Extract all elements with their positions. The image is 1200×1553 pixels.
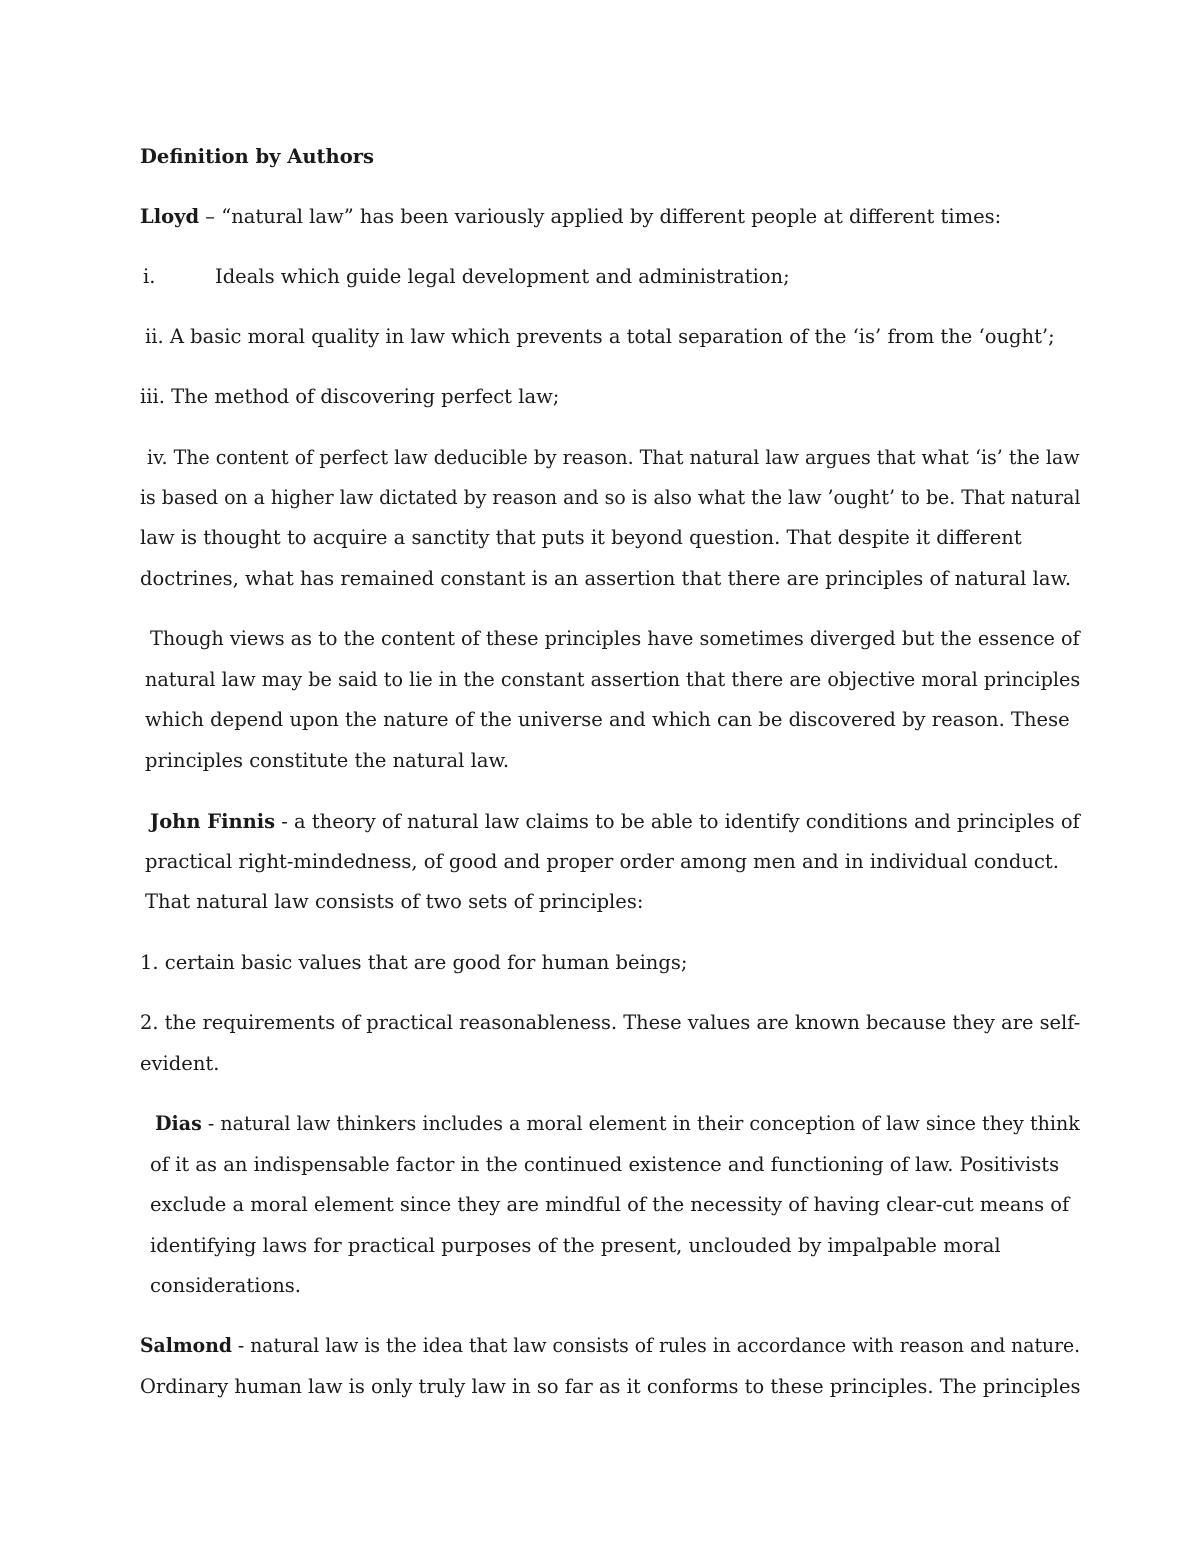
salmond-text: - natural law is the idea that law consists of rules in accordance with reason and nature. bbox=[231, 1334, 1081, 1357]
list-marker-i: i. bbox=[143, 265, 156, 288]
list-item-iv-line: is based on a higher law dictated by reason and so is also what the law ’ought’ to be. That natural bbox=[140, 486, 1081, 509]
numbered-item-2-line: evident. bbox=[140, 1052, 220, 1075]
dias-text: - natural law thinkers includes a moral element in their conception of law since they think bbox=[201, 1112, 1080, 1135]
paragraph-line: practical right-mindedness, of good and proper order among men and in individual conduct. bbox=[145, 850, 1059, 873]
paragraph-line: of it as an indispensable factor in the continued existence and functioning of law. Positivists bbox=[150, 1153, 1060, 1176]
lloyd-intro-text: – “natural law” has been variously applied by different people at different times: bbox=[199, 205, 1002, 228]
list-item-iv-line: iv. The content of perfect law deducible by reason. That natural law argues that what ‘is’ the law bbox=[147, 446, 1080, 469]
list-item-i: Ideals which guide legal development and administration; bbox=[215, 265, 790, 288]
author-name-lloyd: Lloyd bbox=[140, 205, 200, 228]
list-item-iv-line: doctrines, what has remained constant is an assertion that there are principles of natural law. bbox=[140, 567, 1072, 590]
paragraph-line: Though views as to the content of these principles have sometimes diverged but the essence of bbox=[150, 627, 1080, 650]
list-item-iv-line: law is thought to acquire a sanctity that puts it beyond question. That despite it different bbox=[140, 526, 1022, 549]
paragraph-line: considerations. bbox=[150, 1274, 302, 1297]
paragraph-line: That natural law consists of two sets of principles: bbox=[145, 890, 644, 913]
paragraph-line: Ordinary human law is only truly law in so far as it conforms to these principles. The principles bbox=[140, 1375, 1081, 1398]
numbered-item-2-line: 2. the requirements of practical reasonableness. These values are known because they are self- bbox=[140, 1011, 1081, 1034]
author-name-finnis: John Finnis bbox=[150, 810, 276, 833]
list-item-iii: iii. The method of discovering perfect law; bbox=[140, 385, 560, 408]
numbered-item-1: 1. certain basic values that are good for human beings; bbox=[140, 951, 688, 974]
paragraph-line: natural law may be said to lie in the constant assertion that there are objective moral principles bbox=[145, 668, 1081, 691]
finnis-text: - a theory of natural law claims to be able to identify conditions and principles of bbox=[275, 810, 1080, 833]
paragraph-line: identifying laws for practical purposes of the present, unclouded by impalpable moral bbox=[150, 1234, 1001, 1257]
author-name-salmond: Salmond bbox=[140, 1334, 232, 1357]
finnis-definition-line bbox=[150, 810, 1080, 834]
author-name-dias: Dias bbox=[155, 1112, 202, 1135]
salmond-definition-line bbox=[140, 1334, 1080, 1358]
list-item-ii: ii. A basic moral quality in law which prevents a total separation of the ‘is’ from the ‘ought’; bbox=[145, 325, 1055, 348]
dias-definition-line bbox=[155, 1112, 1080, 1136]
paragraph-line: principles constitute the natural law. bbox=[145, 749, 510, 772]
section-heading: Definition by Authors bbox=[140, 145, 374, 168]
paragraph-line: exclude a moral element since they are mindful of the necessity of having clear-cut means of bbox=[150, 1193, 1070, 1216]
paragraph-line: which depend upon the nature of the universe and which can be discovered by reason. These bbox=[145, 708, 1070, 731]
lloyd-definition-intro bbox=[140, 205, 1001, 229]
